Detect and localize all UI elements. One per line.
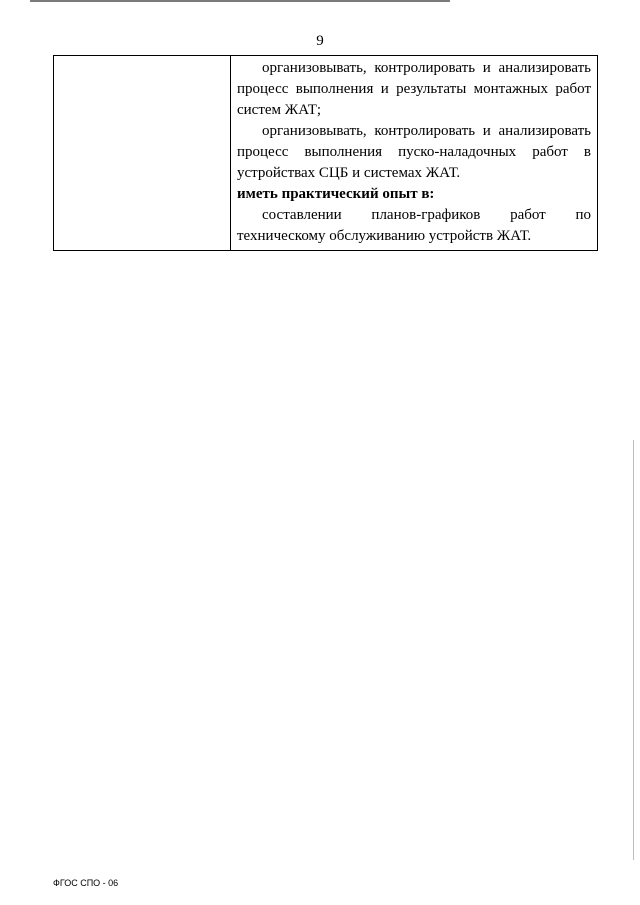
experience-heading: иметь практический опыт в:: [237, 186, 435, 202]
skill-paragraph-1: организовывать, контролировать и анализировать процесс выполнения и результаты монтажных работ систем ЖАТ;: [237, 60, 591, 118]
table-row: [54, 56, 598, 251]
right-cell: [231, 56, 598, 251]
left-cell: [54, 56, 231, 251]
footer-code: ФГОС СПО - 06: [53, 878, 119, 888]
experience-paragraph: составлении планов-графиков работ по техническому обслуживанию устройств ЖАТ.: [237, 207, 591, 244]
scan-edge-top: [30, 0, 450, 2]
skill-paragraph-2: организовывать, контролировать и анализировать процесс выполнения пуско-наладочных работ в устройствах СЦБ и системах ЖАТ.: [237, 123, 591, 181]
content-table: [53, 55, 598, 251]
page-number: 9: [316, 33, 324, 49]
scan-edge-right: [633, 440, 634, 860]
